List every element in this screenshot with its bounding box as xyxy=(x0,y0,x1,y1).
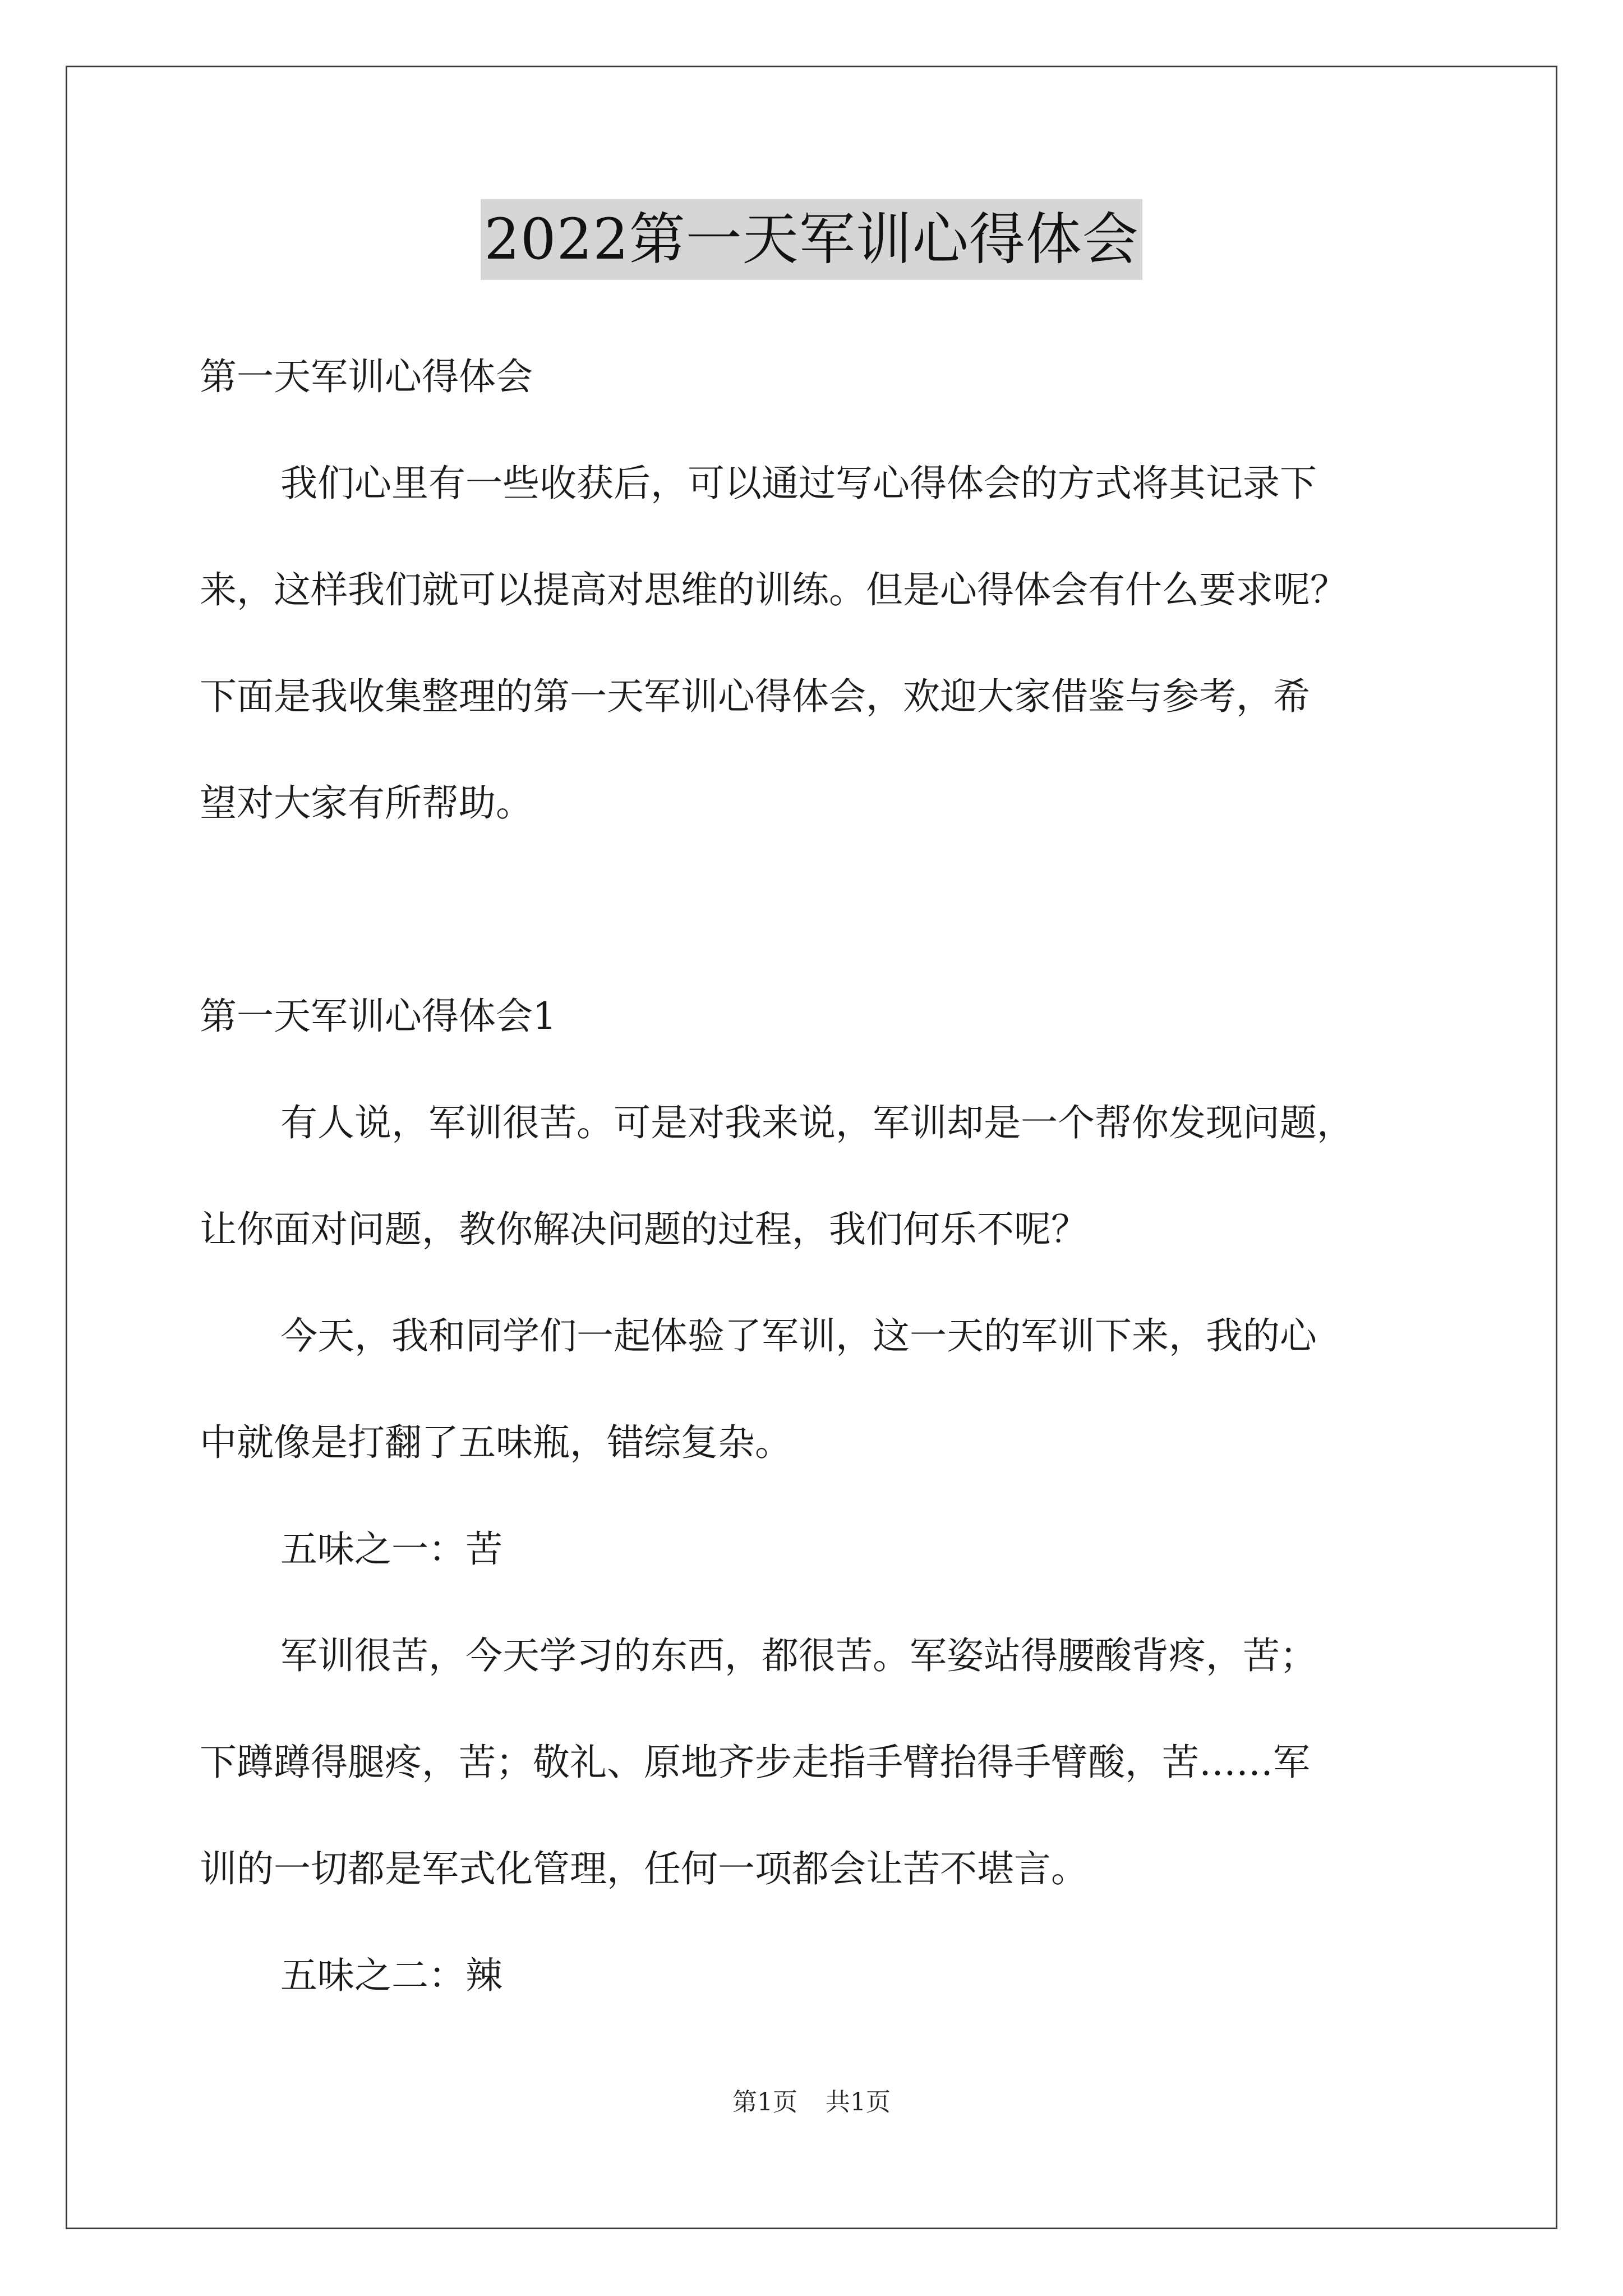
document-title: 2022第一天军训心得体会 xyxy=(481,199,1142,280)
flavor-2-heading: 五味之二：辣 xyxy=(280,1954,502,1997)
page-footer xyxy=(0,2086,1623,2119)
paragraph-1-line-1: 有人说，军训很苦。可是对我来说，军训却是一个帮你发现问题， xyxy=(280,1101,1354,1144)
flavor-1-heading: 五味之一：苦 xyxy=(280,1527,502,1571)
paragraph-3-line-2: 下蹲蹲得腿疼，苦；敬礼、原地齐步走指手臂抬得手臂酸，苦……军 xyxy=(200,1741,1310,1784)
paragraph-2-line-1: 今天，我和同学们一起体验了军训，这一天的军训下来，我的心 xyxy=(280,1314,1317,1358)
intro-line-2: 来，这样我们就可以提高对思维的训练。但是心得体会有什么要求呢？ xyxy=(200,568,1347,611)
paragraph-2-line-2: 中就像是打翻了五味瓶，错综复杂。 xyxy=(200,1421,792,1464)
intro-line-1: 我们心里有一些收获后，可以通过写心得体会的方式将其记录下 xyxy=(280,462,1317,505)
intro-line-3: 下面是我收集整理的第一天军训心得体会，欢迎大家借鉴与参考，希 xyxy=(200,675,1310,718)
paragraph-3-line-1: 军训很苦，今天学习的东西，都很苦。军姿站得腰酸背疼，苦； xyxy=(280,1634,1317,1677)
page-number-current: 第1页 xyxy=(732,2088,797,2116)
section-heading: 第一天军训心得体会1 xyxy=(200,995,556,1038)
title-container xyxy=(0,199,1623,280)
paragraph-1-line-2: 让你面对问题，教你解决问题的过程，我们何乐不呢？ xyxy=(200,1208,1088,1251)
page-number-total: 共1页 xyxy=(826,2088,891,2116)
paragraph-3-line-3: 训的一切都是军式化管理，任何一项都会让苦不堪言。 xyxy=(200,1847,1088,1890)
subtitle: 第一天军训心得体会 xyxy=(200,355,533,398)
intro-line-4: 望对大家有所帮助。 xyxy=(200,781,533,825)
document-body xyxy=(200,343,1454,2049)
section-spacer xyxy=(200,876,1454,983)
